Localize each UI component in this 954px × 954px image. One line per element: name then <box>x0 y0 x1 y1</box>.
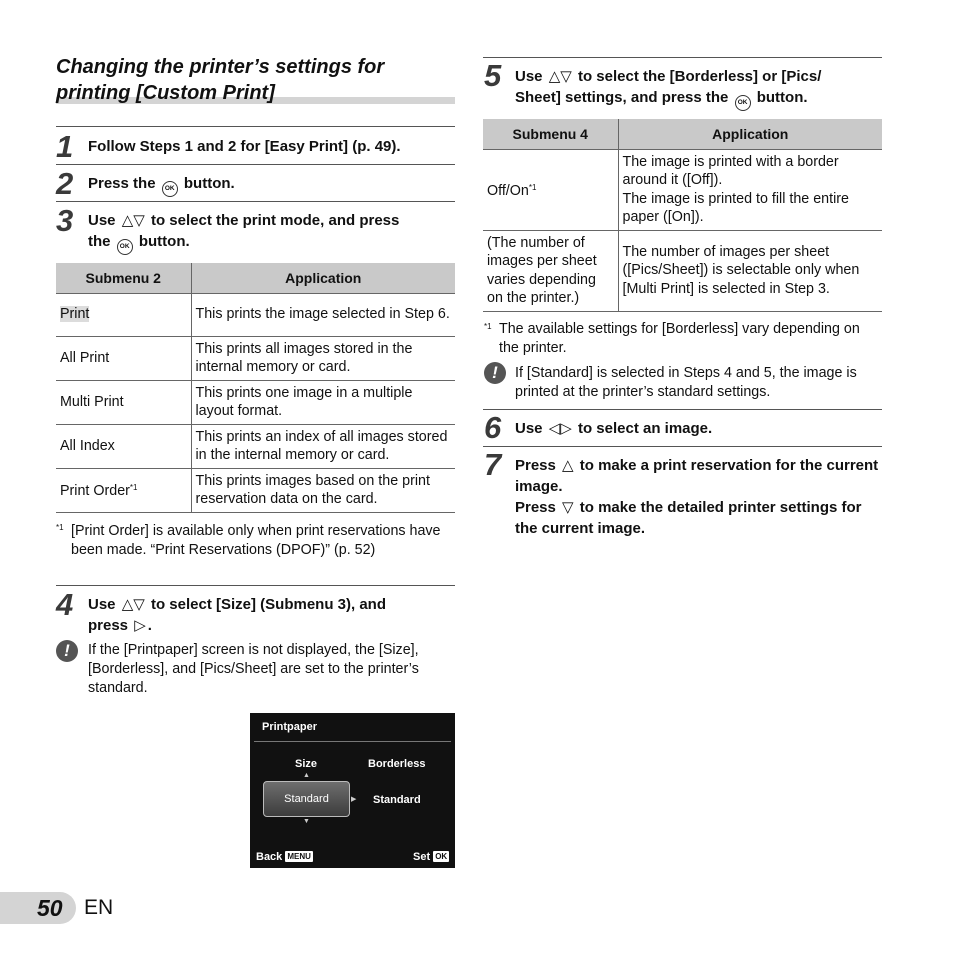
scroll-up-icon: ▲ <box>303 772 310 779</box>
table-cell-application: This prints an index of all images stored in the internal memory or card. <box>191 424 455 468</box>
step5-text-before: Use <box>515 68 543 85</box>
section-title-line2: printing [Custom Print] <box>56 82 275 104</box>
set-control[interactable] <box>413 851 449 863</box>
table-cell-mode <box>56 468 191 512</box>
right-arrow-icon: ▷ <box>134 617 146 634</box>
step3-line2-before: the <box>88 233 111 250</box>
mode-print-label: Print <box>60 306 90 323</box>
table-row <box>56 293 455 336</box>
up-down-arrows-icon: △▽ <box>121 596 145 613</box>
step3-rule <box>56 201 455 202</box>
note2-text: If [Standard] is selected in Steps 4 and 5, the image is printed at the printer’s standard settings. <box>515 365 857 400</box>
step5-rule <box>483 57 882 58</box>
step1-text: Follow Steps 1 and 2 for [Easy Print] (p. 49). <box>88 138 401 155</box>
caution-icon: ! <box>484 362 506 384</box>
table-cell-setting <box>483 149 618 230</box>
table-header-application: Application <box>618 119 882 149</box>
step5-line2-before: Sheet] settings, and press the <box>515 89 729 106</box>
table-cell-application: The number of images per sheet ([Pics/Sheet]) is selectable only when [Multi Print] is selected in Step 3. <box>618 230 882 311</box>
footnote2-text: The available settings for [Borderless] vary depending on the printer. <box>499 321 860 356</box>
section-title-line1: Changing the printer’s settings for <box>56 56 385 78</box>
table-cell-application: This prints all images stored in the internal memory or card. <box>191 336 455 380</box>
scroll-down-icon: ▼ <box>303 818 310 825</box>
page-number: 50 <box>37 895 63 921</box>
table-row <box>483 149 882 230</box>
footnote1-text: [Print Order] is available only when print reservations have been made. “Print Reservations (DPOF)” (p. 52) <box>71 523 441 558</box>
step7-line1-before: Press <box>515 457 556 474</box>
printpaper-screen <box>250 713 455 868</box>
step2-text <box>88 173 453 197</box>
step5-text-after: to select the [Borderless] or [Pics/ <box>577 68 822 85</box>
table-row <box>56 336 455 380</box>
page-language: EN <box>84 896 114 919</box>
table-cell-mode: All Index <box>56 424 191 468</box>
step6-number: 6 <box>484 410 502 445</box>
table-cell-application: This prints one image in a multiple layout format. <box>191 380 455 424</box>
step5-number: 5 <box>484 58 502 93</box>
off-description: The image is printed with a border around it ([Off]). <box>622 153 839 188</box>
step3-line2-after: button. <box>138 233 190 250</box>
step3-number: 3 <box>56 203 74 238</box>
table-row <box>483 230 882 311</box>
set-label: Set <box>413 851 431 863</box>
table-header-application: Application <box>191 263 455 293</box>
step4-text <box>88 594 454 636</box>
table-row <box>56 424 455 468</box>
step6-text-after: to select an image. <box>577 420 713 437</box>
footnote-ref: *1 <box>528 182 537 192</box>
step4-line2: press <box>88 617 129 634</box>
borderless-label: Borderless <box>368 758 426 770</box>
table-cell-application: This prints images based on the print reservation data on the card. <box>191 468 455 512</box>
size-label: Size <box>295 758 318 770</box>
ok-button-icon: OK <box>735 95 751 111</box>
step1-number: 1 <box>56 129 74 164</box>
step7-instruction-up <box>515 455 883 497</box>
ok-button-icon: OK <box>117 239 133 255</box>
down-arrow-icon: ▽ <box>562 499 574 516</box>
step4-text-after: to select [Size] (Submenu 3), and <box>150 596 386 613</box>
step6-text <box>515 418 882 439</box>
table-cell-application <box>618 149 882 230</box>
ok-button-icon: OK <box>162 181 178 197</box>
table-row <box>56 468 455 512</box>
submenu4-table <box>483 119 882 312</box>
up-arrow-icon: △ <box>562 457 574 474</box>
menu-button-icon: MENU <box>287 852 311 861</box>
step6-rule <box>483 409 882 410</box>
step2-text-after: button. <box>183 175 235 192</box>
step7-line1-after: to make a print reservation for the current image. <box>515 457 879 495</box>
submenu2-table <box>56 263 455 513</box>
step3-text-before: Use <box>88 212 116 229</box>
step2-rule <box>56 164 455 165</box>
table-cell-mode: Multi Print <box>56 380 191 424</box>
table-cell-setting: (The number of images per sheet varies depending on the printer.) <box>483 230 618 311</box>
back-control[interactable] <box>256 851 313 863</box>
step7-instruction-down <box>515 497 883 539</box>
left-right-arrows-icon: ◁▷ <box>548 420 572 437</box>
step6-text-before: Use <box>515 420 543 437</box>
step7-rule <box>483 446 882 447</box>
table-header-submenu: Submenu 2 <box>56 263 191 293</box>
step7-line2-after: to make the detailed printer settings for the current image. <box>515 499 862 537</box>
up-down-arrows-icon: △▽ <box>121 212 145 229</box>
step4-rule <box>56 585 455 586</box>
step4-text-before: Use <box>88 596 116 613</box>
step7-text <box>515 455 883 539</box>
table-row <box>56 380 455 424</box>
up-down-arrows-icon: △▽ <box>548 68 572 85</box>
table-cell-mode: All Print <box>56 336 191 380</box>
table-header-submenu: Submenu 4 <box>483 119 618 149</box>
size-selector[interactable]: Standard <box>263 781 350 817</box>
step4-number: 4 <box>56 587 74 622</box>
caution-icon: ! <box>56 640 78 662</box>
footnote-ref: *1 <box>129 483 138 493</box>
screen-title: Printpaper <box>262 721 318 733</box>
step2-text-before: Press the <box>88 175 156 192</box>
table-cell-mode <box>56 293 191 336</box>
off-on-label: Off/On <box>487 182 529 199</box>
ok-button-icon: OK <box>435 852 448 861</box>
table-header-row <box>56 263 455 293</box>
step3-text-after: to select the print mode, and press <box>150 212 400 229</box>
step7-number: 7 <box>484 447 502 482</box>
mode-print-order-label: Print Order <box>60 483 130 500</box>
borderless-value[interactable]: Standard <box>373 794 421 806</box>
table-header-row <box>483 119 882 149</box>
step4-line2-end: . <box>147 617 152 634</box>
step3-text <box>88 210 454 255</box>
note1-text: If the [Printpaper] screen is not displayed, the [Size], [Borderless], and [Pics/Sheet] are set to the printer’s standard. <box>88 642 419 696</box>
step2-number: 2 <box>56 166 74 201</box>
step1-rule <box>56 126 455 127</box>
scroll-right-icon: ▶ <box>351 796 357 803</box>
screen-divider <box>254 741 451 742</box>
footnote2-mark: *1 <box>484 322 492 331</box>
on-description: The image is printed to fill the entire paper ([On]). <box>622 190 849 225</box>
section-title <box>56 54 456 106</box>
step7-line2-before: Press <box>515 499 556 516</box>
step5-line2-after: button. <box>756 89 808 106</box>
back-label: Back <box>256 851 283 863</box>
step5-text <box>515 66 882 111</box>
footnote1-mark: *1 <box>56 523 64 532</box>
table-cell-application: This prints the image selected in Step 6. <box>191 293 455 336</box>
